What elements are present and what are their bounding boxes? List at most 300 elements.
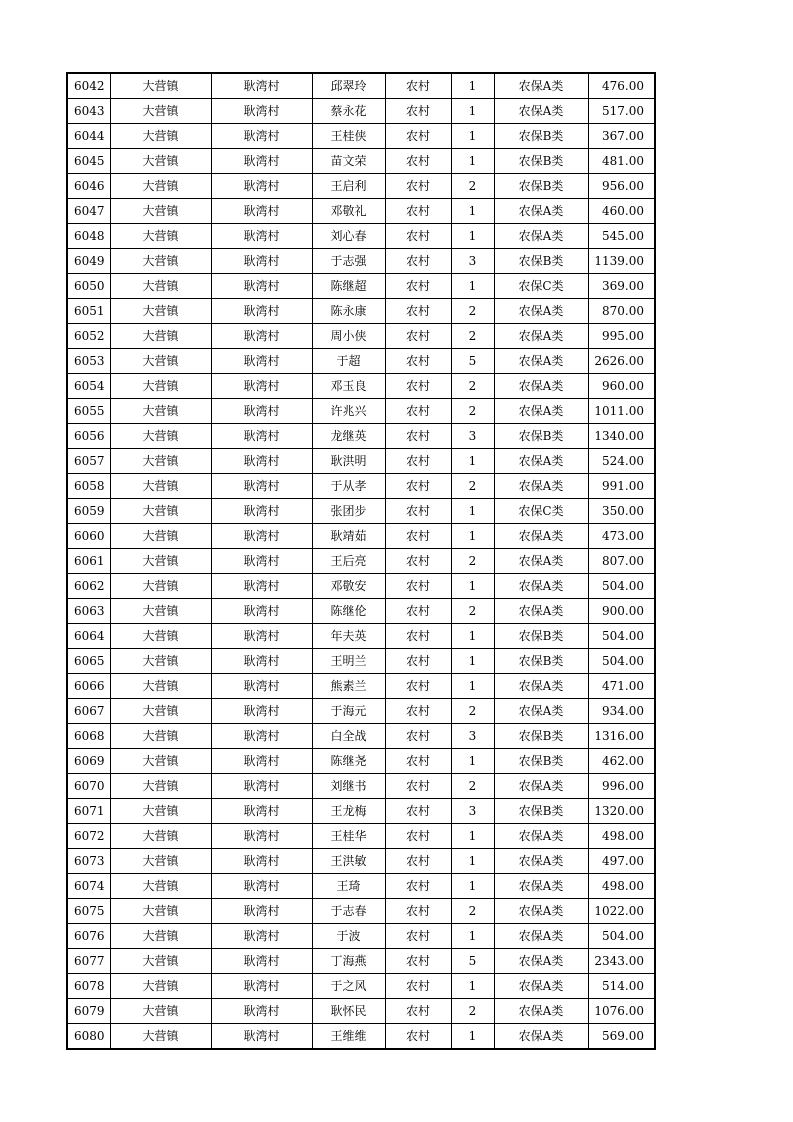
- count-cell: 2: [451, 699, 494, 724]
- type-cell: 农村: [385, 99, 451, 124]
- town-cell: 大营镇: [110, 924, 211, 949]
- count-cell: 2: [451, 399, 494, 424]
- type-cell: 农村: [385, 299, 451, 324]
- table-row: [67, 224, 655, 249]
- category-cell: 农保B类: [494, 749, 588, 774]
- type-cell: 农村: [385, 399, 451, 424]
- table-row: [67, 399, 655, 424]
- table-row: [67, 349, 655, 374]
- village-cell: 耿湾村: [211, 624, 312, 649]
- amount-cell: 1320.00: [588, 799, 655, 824]
- name-cell: 王后亮: [312, 549, 385, 574]
- town-cell: 大营镇: [110, 624, 211, 649]
- town-cell: 大营镇: [110, 274, 211, 299]
- type-cell: 农村: [385, 224, 451, 249]
- type-cell: 农村: [385, 799, 451, 824]
- row-id-cell: 6044: [67, 124, 110, 149]
- table-row: [67, 849, 655, 874]
- town-cell: 大营镇: [110, 399, 211, 424]
- amount-cell: 1022.00: [588, 899, 655, 924]
- town-cell: 大营镇: [110, 124, 211, 149]
- type-cell: 农村: [385, 249, 451, 274]
- table-row: [67, 424, 655, 449]
- category-cell: 农保C类: [494, 499, 588, 524]
- table-body: [67, 73, 655, 1049]
- row-id-cell: 6070: [67, 774, 110, 799]
- table-row: [67, 249, 655, 274]
- category-cell: 农保B类: [494, 124, 588, 149]
- row-id-cell: 6072: [67, 824, 110, 849]
- category-cell: 农保A类: [494, 524, 588, 549]
- village-cell: 耿湾村: [211, 799, 312, 824]
- count-cell: 1: [451, 974, 494, 999]
- amount-cell: 524.00: [588, 449, 655, 474]
- table-row: [67, 824, 655, 849]
- row-id-cell: 6048: [67, 224, 110, 249]
- town-cell: 大营镇: [110, 474, 211, 499]
- row-id-cell: 6076: [67, 924, 110, 949]
- row-id-cell: 6067: [67, 699, 110, 724]
- category-cell: 农保B类: [494, 424, 588, 449]
- table-row: [67, 999, 655, 1024]
- row-id-cell: 6068: [67, 724, 110, 749]
- town-cell: 大营镇: [110, 199, 211, 224]
- count-cell: 1: [451, 649, 494, 674]
- count-cell: 3: [451, 724, 494, 749]
- type-cell: 农村: [385, 324, 451, 349]
- type-cell: 农村: [385, 949, 451, 974]
- category-cell: 农保A类: [494, 974, 588, 999]
- village-cell: 耿湾村: [211, 349, 312, 374]
- name-cell: 丁海燕: [312, 949, 385, 974]
- town-cell: 大营镇: [110, 524, 211, 549]
- name-cell: 王明兰: [312, 649, 385, 674]
- town-cell: 大营镇: [110, 799, 211, 824]
- type-cell: 农村: [385, 999, 451, 1024]
- amount-cell: 514.00: [588, 974, 655, 999]
- type-cell: 农村: [385, 374, 451, 399]
- name-cell: 刘继书: [312, 774, 385, 799]
- village-cell: 耿湾村: [211, 474, 312, 499]
- name-cell: 陈继伦: [312, 599, 385, 624]
- town-cell: 大营镇: [110, 73, 211, 99]
- town-cell: 大营镇: [110, 974, 211, 999]
- count-cell: 1: [451, 924, 494, 949]
- town-cell: 大营镇: [110, 599, 211, 624]
- town-cell: 大营镇: [110, 674, 211, 699]
- name-cell: 于超: [312, 349, 385, 374]
- category-cell: 农保A类: [494, 574, 588, 599]
- village-cell: 耿湾村: [211, 324, 312, 349]
- town-cell: 大营镇: [110, 749, 211, 774]
- name-cell: 熊素兰: [312, 674, 385, 699]
- village-cell: 耿湾村: [211, 674, 312, 699]
- row-id-cell: 6043: [67, 99, 110, 124]
- table-row: [67, 449, 655, 474]
- type-cell: 农村: [385, 149, 451, 174]
- row-id-cell: 6059: [67, 499, 110, 524]
- table-row: [67, 974, 655, 999]
- count-cell: 1: [451, 524, 494, 549]
- category-cell: 农保A类: [494, 99, 588, 124]
- type-cell: 农村: [385, 549, 451, 574]
- village-cell: 耿湾村: [211, 224, 312, 249]
- village-cell: 耿湾村: [211, 749, 312, 774]
- row-id-cell: 6073: [67, 849, 110, 874]
- table-row: [67, 674, 655, 699]
- village-cell: 耿湾村: [211, 424, 312, 449]
- village-cell: 耿湾村: [211, 73, 312, 99]
- amount-cell: 473.00: [588, 524, 655, 549]
- amount-cell: 996.00: [588, 774, 655, 799]
- row-id-cell: 6079: [67, 999, 110, 1024]
- table-row: [67, 73, 655, 99]
- village-cell: 耿湾村: [211, 649, 312, 674]
- amount-cell: 350.00: [588, 499, 655, 524]
- category-cell: 农保A类: [494, 199, 588, 224]
- village-cell: 耿湾村: [211, 849, 312, 874]
- table-row: [67, 199, 655, 224]
- town-cell: 大营镇: [110, 774, 211, 799]
- type-cell: 农村: [385, 924, 451, 949]
- row-id-cell: 6069: [67, 749, 110, 774]
- name-cell: 于之风: [312, 974, 385, 999]
- table-row: [67, 174, 655, 199]
- amount-cell: 870.00: [588, 299, 655, 324]
- name-cell: 王琦: [312, 874, 385, 899]
- name-cell: 于志强: [312, 249, 385, 274]
- amount-cell: 995.00: [588, 324, 655, 349]
- category-cell: 农保B类: [494, 799, 588, 824]
- village-cell: 耿湾村: [211, 724, 312, 749]
- category-cell: 农保A类: [494, 349, 588, 374]
- row-id-cell: 6057: [67, 449, 110, 474]
- village-cell: 耿湾村: [211, 974, 312, 999]
- type-cell: 农村: [385, 73, 451, 99]
- table-row: [67, 924, 655, 949]
- table-row: [67, 699, 655, 724]
- row-id-cell: 6047: [67, 199, 110, 224]
- village-cell: 耿湾村: [211, 99, 312, 124]
- table-row: [67, 299, 655, 324]
- village-cell: 耿湾村: [211, 949, 312, 974]
- village-cell: 耿湾村: [211, 824, 312, 849]
- table-row: [67, 574, 655, 599]
- row-id-cell: 6050: [67, 274, 110, 299]
- town-cell: 大营镇: [110, 324, 211, 349]
- count-cell: 2: [451, 299, 494, 324]
- category-cell: 农保A类: [494, 924, 588, 949]
- name-cell: 龙继英: [312, 424, 385, 449]
- amount-cell: 2343.00: [588, 949, 655, 974]
- row-id-cell: 6066: [67, 674, 110, 699]
- table-row: [67, 274, 655, 299]
- amount-cell: 369.00: [588, 274, 655, 299]
- row-id-cell: 6065: [67, 649, 110, 674]
- table-row: [67, 1024, 655, 1050]
- count-cell: 1: [451, 73, 494, 99]
- category-cell: 农保A类: [494, 299, 588, 324]
- table-row: [67, 774, 655, 799]
- count-cell: 2: [451, 324, 494, 349]
- type-cell: 农村: [385, 599, 451, 624]
- amount-cell: 956.00: [588, 174, 655, 199]
- amount-cell: 900.00: [588, 599, 655, 624]
- town-cell: 大营镇: [110, 724, 211, 749]
- category-cell: 农保A类: [494, 1024, 588, 1050]
- town-cell: 大营镇: [110, 499, 211, 524]
- type-cell: 农村: [385, 449, 451, 474]
- row-id-cell: 6063: [67, 599, 110, 624]
- table-row: [67, 724, 655, 749]
- count-cell: 1: [451, 99, 494, 124]
- table-row: [67, 124, 655, 149]
- count-cell: 1: [451, 224, 494, 249]
- type-cell: 农村: [385, 424, 451, 449]
- amount-cell: 1340.00: [588, 424, 655, 449]
- town-cell: 大营镇: [110, 374, 211, 399]
- village-cell: 耿湾村: [211, 174, 312, 199]
- town-cell: 大营镇: [110, 299, 211, 324]
- table-row: [67, 899, 655, 924]
- amount-cell: 1076.00: [588, 999, 655, 1024]
- amount-cell: 934.00: [588, 699, 655, 724]
- category-cell: 农保A类: [494, 849, 588, 874]
- village-cell: 耿湾村: [211, 774, 312, 799]
- category-cell: 农保A类: [494, 449, 588, 474]
- town-cell: 大营镇: [110, 549, 211, 574]
- amount-cell: 960.00: [588, 374, 655, 399]
- town-cell: 大营镇: [110, 149, 211, 174]
- amount-cell: 498.00: [588, 874, 655, 899]
- category-cell: 农保A类: [494, 374, 588, 399]
- village-cell: 耿湾村: [211, 524, 312, 549]
- village-cell: 耿湾村: [211, 499, 312, 524]
- category-cell: 农保A类: [494, 874, 588, 899]
- name-cell: 王桂华: [312, 824, 385, 849]
- row-id-cell: 6042: [67, 73, 110, 99]
- row-id-cell: 6071: [67, 799, 110, 824]
- type-cell: 农村: [385, 124, 451, 149]
- town-cell: 大营镇: [110, 424, 211, 449]
- row-id-cell: 6055: [67, 399, 110, 424]
- count-cell: 1: [451, 824, 494, 849]
- table-row: [67, 524, 655, 549]
- town-cell: 大营镇: [110, 999, 211, 1024]
- category-cell: 农保A类: [494, 73, 588, 99]
- type-cell: 农村: [385, 524, 451, 549]
- table-row: [67, 374, 655, 399]
- count-cell: 1: [451, 274, 494, 299]
- row-id-cell: 6077: [67, 949, 110, 974]
- type-cell: 农村: [385, 749, 451, 774]
- village-cell: 耿湾村: [211, 124, 312, 149]
- category-cell: 农保A类: [494, 224, 588, 249]
- count-cell: 3: [451, 424, 494, 449]
- category-cell: 农保A类: [494, 324, 588, 349]
- amount-cell: 2626.00: [588, 349, 655, 374]
- amount-cell: 462.00: [588, 749, 655, 774]
- type-cell: 农村: [385, 199, 451, 224]
- town-cell: 大营镇: [110, 824, 211, 849]
- count-cell: 5: [451, 949, 494, 974]
- count-cell: 2: [451, 374, 494, 399]
- type-cell: 农村: [385, 774, 451, 799]
- amount-cell: 498.00: [588, 824, 655, 849]
- name-cell: 白全战: [312, 724, 385, 749]
- count-cell: 2: [451, 549, 494, 574]
- village-cell: 耿湾村: [211, 999, 312, 1024]
- amount-cell: 504.00: [588, 574, 655, 599]
- row-id-cell: 6078: [67, 974, 110, 999]
- village-cell: 耿湾村: [211, 924, 312, 949]
- name-cell: 年夫英: [312, 624, 385, 649]
- name-cell: 刘心春: [312, 224, 385, 249]
- name-cell: 蔡永花: [312, 99, 385, 124]
- type-cell: 农村: [385, 899, 451, 924]
- name-cell: 邓玉良: [312, 374, 385, 399]
- table-row: [67, 949, 655, 974]
- row-id-cell: 6056: [67, 424, 110, 449]
- name-cell: 耿怀民: [312, 999, 385, 1024]
- count-cell: 1: [451, 124, 494, 149]
- row-id-cell: 6080: [67, 1024, 110, 1050]
- village-cell: 耿湾村: [211, 249, 312, 274]
- amount-cell: 1139.00: [588, 249, 655, 274]
- name-cell: 邓敬安: [312, 574, 385, 599]
- town-cell: 大营镇: [110, 174, 211, 199]
- row-id-cell: 6060: [67, 524, 110, 549]
- amount-cell: 991.00: [588, 474, 655, 499]
- name-cell: 张团步: [312, 499, 385, 524]
- category-cell: 农保B类: [494, 724, 588, 749]
- village-cell: 耿湾村: [211, 399, 312, 424]
- town-cell: 大营镇: [110, 949, 211, 974]
- type-cell: 农村: [385, 649, 451, 674]
- count-cell: 2: [451, 774, 494, 799]
- amount-cell: 569.00: [588, 1024, 655, 1050]
- table-row: [67, 874, 655, 899]
- type-cell: 农村: [385, 474, 451, 499]
- count-cell: 2: [451, 599, 494, 624]
- table-row: [67, 474, 655, 499]
- table-row: [67, 624, 655, 649]
- table-row: [67, 599, 655, 624]
- count-cell: 1: [451, 449, 494, 474]
- amount-cell: 504.00: [588, 624, 655, 649]
- amount-cell: 460.00: [588, 199, 655, 224]
- village-cell: 耿湾村: [211, 274, 312, 299]
- count-cell: 1: [451, 1024, 494, 1050]
- category-cell: 农保A类: [494, 999, 588, 1024]
- name-cell: 王桂侠: [312, 124, 385, 149]
- table-row: [67, 499, 655, 524]
- village-cell: 耿湾村: [211, 374, 312, 399]
- town-cell: 大营镇: [110, 349, 211, 374]
- town-cell: 大营镇: [110, 899, 211, 924]
- count-cell: 1: [451, 149, 494, 174]
- village-cell: 耿湾村: [211, 899, 312, 924]
- amount-cell: 545.00: [588, 224, 655, 249]
- village-cell: 耿湾村: [211, 549, 312, 574]
- type-cell: 农村: [385, 874, 451, 899]
- town-cell: 大营镇: [110, 249, 211, 274]
- row-id-cell: 6061: [67, 549, 110, 574]
- amount-cell: 471.00: [588, 674, 655, 699]
- name-cell: 周小侠: [312, 324, 385, 349]
- row-id-cell: 6058: [67, 474, 110, 499]
- type-cell: 农村: [385, 849, 451, 874]
- count-cell: 2: [451, 474, 494, 499]
- type-cell: 农村: [385, 724, 451, 749]
- category-cell: 农保A类: [494, 549, 588, 574]
- type-cell: 农村: [385, 824, 451, 849]
- category-cell: 农保B类: [494, 174, 588, 199]
- name-cell: 耿靖茹: [312, 524, 385, 549]
- row-id-cell: 6052: [67, 324, 110, 349]
- name-cell: 于波: [312, 924, 385, 949]
- village-cell: 耿湾村: [211, 699, 312, 724]
- row-id-cell: 6062: [67, 574, 110, 599]
- town-cell: 大营镇: [110, 574, 211, 599]
- category-cell: 农保B类: [494, 649, 588, 674]
- town-cell: 大营镇: [110, 874, 211, 899]
- town-cell: 大营镇: [110, 849, 211, 874]
- category-cell: 农保A类: [494, 699, 588, 724]
- amount-cell: 1011.00: [588, 399, 655, 424]
- village-cell: 耿湾村: [211, 199, 312, 224]
- count-cell: 1: [451, 749, 494, 774]
- row-id-cell: 6049: [67, 249, 110, 274]
- name-cell: 于从孝: [312, 474, 385, 499]
- name-cell: 王洪敏: [312, 849, 385, 874]
- category-cell: 农保A类: [494, 949, 588, 974]
- type-cell: 农村: [385, 674, 451, 699]
- name-cell: 耿洪明: [312, 449, 385, 474]
- town-cell: 大营镇: [110, 1024, 211, 1050]
- category-cell: 农保A类: [494, 399, 588, 424]
- data-table: [66, 72, 656, 1050]
- amount-cell: 517.00: [588, 99, 655, 124]
- category-cell: 农保A类: [494, 824, 588, 849]
- name-cell: 邱翠玲: [312, 73, 385, 99]
- amount-cell: 504.00: [588, 649, 655, 674]
- table-row: [67, 649, 655, 674]
- type-cell: 农村: [385, 274, 451, 299]
- type-cell: 农村: [385, 699, 451, 724]
- type-cell: 农村: [385, 174, 451, 199]
- type-cell: 农村: [385, 499, 451, 524]
- type-cell: 农村: [385, 1024, 451, 1050]
- count-cell: 1: [451, 849, 494, 874]
- type-cell: 农村: [385, 624, 451, 649]
- amount-cell: 367.00: [588, 124, 655, 149]
- category-cell: 农保A类: [494, 674, 588, 699]
- amount-cell: 1316.00: [588, 724, 655, 749]
- count-cell: 2: [451, 174, 494, 199]
- count-cell: 1: [451, 574, 494, 599]
- type-cell: 农村: [385, 974, 451, 999]
- count-cell: 1: [451, 674, 494, 699]
- table-row: [67, 99, 655, 124]
- village-cell: 耿湾村: [211, 1024, 312, 1050]
- row-id-cell: 6045: [67, 149, 110, 174]
- category-cell: 农保A类: [494, 599, 588, 624]
- name-cell: 邓敬礼: [312, 199, 385, 224]
- table-row: [67, 549, 655, 574]
- table-row: [67, 749, 655, 774]
- amount-cell: 504.00: [588, 924, 655, 949]
